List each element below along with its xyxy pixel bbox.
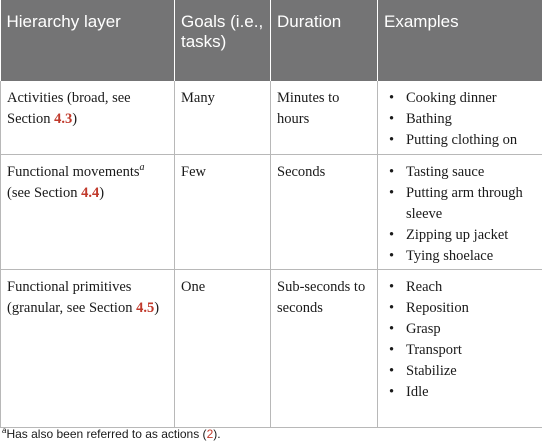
bullet-icon: • [389, 132, 395, 148]
example-item [386, 382, 536, 403]
example-text: Putting clothing on [406, 132, 518, 148]
examples-list [386, 88, 536, 151]
table-row-activities [1, 81, 542, 154]
example-text: Zipping up jacket [406, 226, 509, 243]
example-text: Cooking dinner [406, 90, 497, 106]
bullet-icon: • [389, 247, 395, 264]
example-text: Transport [406, 341, 462, 358]
duration-cell: Minutes to hours [271, 81, 378, 154]
bullet-icon: • [389, 163, 395, 180]
layer-text: Functional primitives (granular, see Section [7, 278, 137, 316]
reference-link[interactable]: 2 [206, 427, 214, 441]
layer-text: Functional movements [7, 163, 140, 180]
layer-text-2: (see Section [7, 184, 82, 201]
example-item [386, 225, 536, 246]
duration-cell: Sub-seconds to seconds [271, 269, 378, 427]
layer-tail: ) [154, 299, 160, 316]
example-text: Putting arm through sleeve [406, 184, 523, 222]
layer-cell [1, 269, 175, 427]
layer-tail: ) [72, 111, 78, 127]
duration-cell: Seconds [271, 154, 378, 269]
goals-cell: Many [175, 81, 271, 154]
examples-cell [378, 269, 542, 427]
bullet-icon: • [389, 383, 395, 400]
header-row [1, 0, 542, 81]
example-text: Reposition [406, 299, 469, 316]
example-item [386, 340, 536, 361]
section-link[interactable]: 4.4 [81, 184, 100, 201]
table-footnote [2, 426, 221, 441]
header-hierarchy-layer: Hierarchy layer [1, 0, 175, 81]
example-item [386, 298, 536, 319]
bullet-icon: • [389, 90, 395, 106]
example-text: Tasting sauce [406, 163, 485, 180]
example-text: Grasp [406, 320, 441, 337]
example-item [386, 319, 536, 340]
footnote-text: Has also been referred to as actions ( [6, 427, 207, 441]
footnote-marker: a [139, 161, 145, 173]
example-text: Bathing [406, 111, 452, 127]
goals-cell: One [175, 269, 271, 427]
examples-cell [378, 154, 542, 269]
header-duration: Duration [271, 0, 378, 81]
example-item [386, 109, 536, 130]
example-item [386, 130, 536, 151]
layer-text: Activities (broad, see Section [7, 90, 131, 127]
goals-cell: Few [175, 154, 271, 269]
table-row-functional-primitives [1, 269, 542, 427]
example-item [386, 88, 536, 109]
header-examples: Examples [378, 0, 542, 81]
footnote-marker: a [2, 426, 7, 435]
example-item [386, 277, 536, 298]
bullet-icon: • [389, 341, 395, 358]
example-text: Idle [406, 383, 429, 400]
layer-tail: ) [99, 184, 105, 201]
layer-cell [1, 154, 175, 269]
example-item [386, 162, 536, 183]
example-text: Stabilize [406, 362, 457, 379]
section-link[interactable]: 4.5 [136, 299, 155, 316]
example-text: Tying shoelace [406, 247, 494, 264]
table-row-functional-movements [1, 154, 542, 269]
examples-list [386, 162, 536, 267]
bullet-icon: • [389, 278, 395, 295]
example-text: Reach [406, 278, 443, 295]
bullet-icon: • [389, 299, 395, 316]
layer-cell [1, 81, 175, 154]
bullet-icon: • [389, 111, 395, 127]
examples-cell [378, 81, 542, 154]
example-item [386, 183, 536, 225]
examples-list [386, 277, 536, 403]
example-item [386, 361, 536, 382]
bullet-icon: • [389, 362, 395, 379]
bullet-icon: • [389, 184, 395, 201]
bullet-icon: • [389, 226, 395, 243]
section-link[interactable]: 4.3 [54, 111, 73, 127]
footnote-tail: ). [213, 427, 221, 441]
bullet-icon: • [389, 320, 395, 337]
header-goals: Goals (i.e., tasks) [175, 0, 271, 81]
example-item [386, 246, 536, 267]
